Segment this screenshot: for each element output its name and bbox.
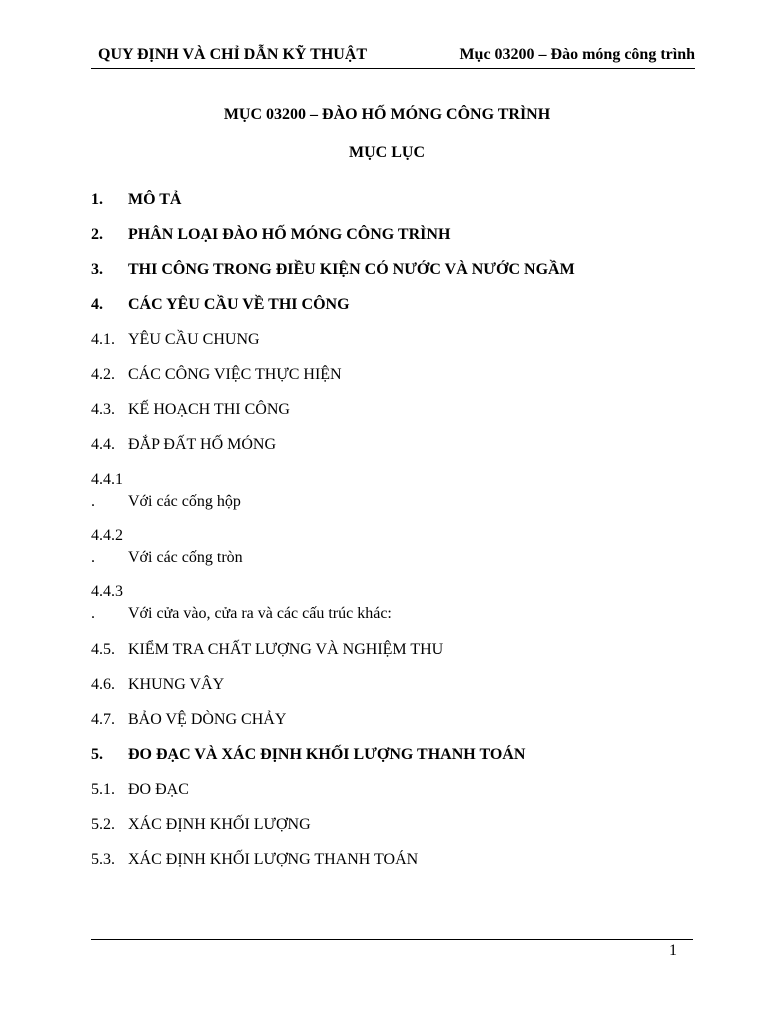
toc-entry-number: 3.: [91, 261, 103, 278]
toc-entry-number: 4.4.1: [91, 471, 123, 488]
toc-entry-number: 4.1.: [91, 331, 115, 348]
toc-entry-number: 5.1.: [91, 781, 115, 798]
toc-entry-text: Với cửa vào, cửa ra và các cấu trúc khác:: [128, 605, 392, 622]
toc-entry-text: Với các cống tròn: [128, 549, 243, 566]
toc-entry-number: 4.7.: [91, 711, 115, 728]
toc-entry-text: BẢO VỆ DÒNG CHẢY: [128, 711, 287, 728]
toc-entry-text: THI CÔNG TRONG ĐIỀU KIỆN CÓ NƯỚC VÀ NƯỚC NGẦM: [128, 261, 575, 278]
toc-entry-text: ĐO ĐẠC VÀ XÁC ĐỊNH KHỐI LƯỢNG THANH TOÁN: [128, 746, 526, 763]
toc-entry-number-dot: .: [91, 493, 95, 510]
toc-entry-text: YÊU CẦU CHUNG: [128, 331, 260, 348]
toc-entry-number: 5.3.: [91, 851, 115, 868]
toc-entry-number-dot: .: [91, 605, 95, 622]
toc-entry-text: CÁC YÊU CẦU VỀ THI CÔNG: [128, 296, 350, 313]
toc-entry-number: 5.2.: [91, 816, 115, 833]
toc-entry-text: ĐẮP ĐẤT HỐ MÓNG: [128, 436, 277, 453]
toc-entry-text: XÁC ĐỊNH KHỐI LƯỢNG THANH TOÁN: [128, 851, 419, 868]
toc-entry-number: 2.: [91, 226, 103, 243]
toc-entry-text: MÔ TẢ: [128, 191, 182, 208]
toc-entry-number: 4.5.: [91, 641, 115, 658]
toc-entry-text: XÁC ĐỊNH KHỐI LƯỢNG: [128, 816, 311, 833]
toc-entry-text: CÁC CÔNG VIỆC THỰC HIỆN: [128, 366, 342, 383]
toc-entry-number-dot: .: [91, 549, 95, 566]
toc-entry-text: PHÂN LOẠI ĐÀO HỐ MÓNG CÔNG TRÌNH: [128, 226, 451, 243]
toc-heading: MỤC LỤC: [349, 144, 425, 161]
toc-entry-number: 4.: [91, 296, 103, 313]
toc-entry-number: 4.4.: [91, 436, 115, 453]
toc-entry-number: 4.6.: [91, 676, 115, 693]
toc-entry-number: 5.: [91, 746, 103, 763]
toc-entry-text: KẾ HOẠCH THI CÔNG: [128, 401, 290, 418]
toc-entry-number: 4.3.: [91, 401, 115, 418]
toc-entry-number: 4.4.3: [91, 583, 123, 600]
toc-entry-text: KIỂM TRA CHẤT LƯỢNG VÀ NGHIỆM THU: [128, 641, 444, 658]
toc-entry-number: 4.2.: [91, 366, 115, 383]
toc-entry-number: 1.: [91, 191, 103, 208]
table-of-contents: [91, 0, 695, 1024]
header-right-text: Mục 03200 – Đào móng công trình: [459, 46, 695, 63]
footer-divider: [91, 939, 693, 940]
header-left-text: QUY ĐỊNH VÀ CHỈ DẪN KỸ THUẬT: [98, 46, 368, 63]
toc-entry-text: KHUNG VÂY: [128, 676, 225, 693]
toc-entry-text: Với các cống hộp: [128, 493, 241, 510]
toc-entry-number: 4.4.2: [91, 527, 123, 544]
document-title: MỤC 03200 – ĐÀO HỐ MÓNG CÔNG TRÌNH: [223, 106, 551, 123]
page-number: 1: [669, 942, 677, 959]
toc-entry-text: ĐO ĐẠC: [128, 781, 189, 798]
